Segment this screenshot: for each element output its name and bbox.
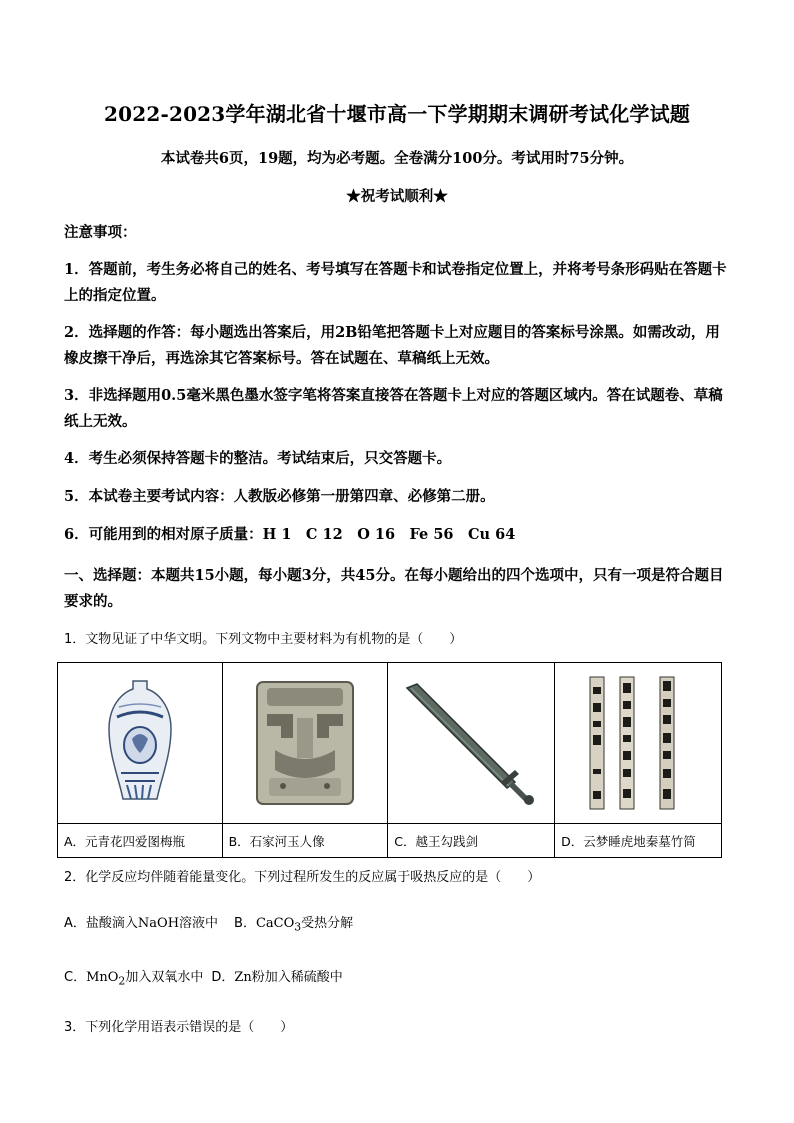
q2-option-b-suffix: 受热分解 — [301, 916, 354, 931]
notes-heading: 注意事项： — [64, 224, 137, 241]
option-c-label: C．越王勾践剑 — [388, 824, 555, 858]
option-a-image-cell — [58, 663, 223, 824]
note-item-4: 4．考生必须保持答题卡的整洁。考试结束后，只交答题卡。 — [64, 450, 452, 467]
q2-option-b-subscript: 3 — [294, 920, 302, 934]
section-heading: 一、选择题：本题共15小题，每小题3分，共45分。在每小题给出的四个选项中，只有一项是符合题目要求的。 — [64, 567, 724, 610]
note-item-2: 2．选择题的作答：每小题选出答案后，用2B铅笔把答题卡上对应题目的答案标号涂黑。如需改动，用橡皮擦干净后，再选涂其它答案标号。答在试题在、草稿纸上无效。 — [64, 324, 720, 367]
q2-option-c-subscript: 2 — [118, 974, 126, 988]
q2-option-a-prefix: A．盐酸滴入 — [64, 916, 138, 931]
option-b-image-cell — [222, 663, 388, 824]
q2-option-c-suffix: 加入双氧水中 — [125, 970, 204, 985]
notes-block — [64, 223, 732, 560]
porcelain-vase-icon — [105, 677, 175, 809]
question-3-stem: 3．下列化学用语表示错误的是（ ） — [64, 1020, 294, 1035]
question-1-stem: 1．文物见证了中华文明。下列文物中主要材料为有机物的是（ ） — [64, 632, 463, 647]
q2-option-a-formula: NaOH — [137, 916, 180, 931]
option-a-label: A．元青花四爱图梅瓶 — [58, 824, 223, 858]
exam-title: 2022-2023学年湖北省十堰市高一下学期期末调研考试化学试题 — [103, 102, 691, 126]
question-2-options-cd — [64, 966, 343, 988]
exam-subtitle: 本试卷共6页，19题，均为必考题。全卷满分100分。考试用时75分钟。 — [160, 150, 634, 167]
question-2-stem: 2．化学反应均伴随着能量变化。下列过程所发生的反应属于吸热反应的是（ ） — [64, 870, 541, 885]
note-item-5: 5．本试卷主要考试内容：人教版必修第一册第四章、必修第二册。 — [64, 488, 495, 505]
note-item-6: 6．可能用到的相对原子质量：H 1 C 12 O 16 Fe 56 Cu 64 — [64, 526, 516, 543]
q2-option-c-prefix: C． — [64, 970, 87, 985]
note-item-3: 3．非选择题用0.5毫米黑色墨水签字笔将答案直接答在答题卡上对应的答题区域内。答在试题卷、草稿纸上无效。 — [64, 387, 723, 430]
bamboo-slips-icon — [578, 673, 698, 813]
option-c-image-cell — [388, 663, 555, 824]
jade-figure-icon — [253, 678, 357, 808]
q2-option-d-prefix: D． — [211, 970, 235, 985]
q2-option-d-formula: Zn — [234, 970, 252, 985]
q2-option-a-suffix: 溶液中 — [179, 916, 219, 931]
question-1-options-table — [57, 662, 722, 858]
q2-option-b-prefix: B． — [234, 916, 256, 931]
option-d-label: D．云梦睡虎地秦墓竹简 — [555, 824, 722, 858]
option-b-label: B．石家河玉人像 — [222, 824, 388, 858]
bronze-sword-icon — [401, 678, 541, 808]
q2-option-d-suffix: 粉加入稀硫酸中 — [251, 970, 343, 985]
q2-option-c-formula: MnO — [86, 970, 119, 985]
question-2-options-ab — [64, 912, 353, 934]
good-luck-line: ★祝考试顺利★ — [346, 188, 448, 205]
option-d-image-cell — [555, 663, 722, 824]
q2-option-b-formula: CaCO — [255, 916, 295, 931]
note-item-1: 1．答题前，考生务必将自己的姓名、考号填写在答题卡和试卷指定位置上，并将考号条形码贴在答题卡上的指定位置。 — [64, 261, 727, 304]
